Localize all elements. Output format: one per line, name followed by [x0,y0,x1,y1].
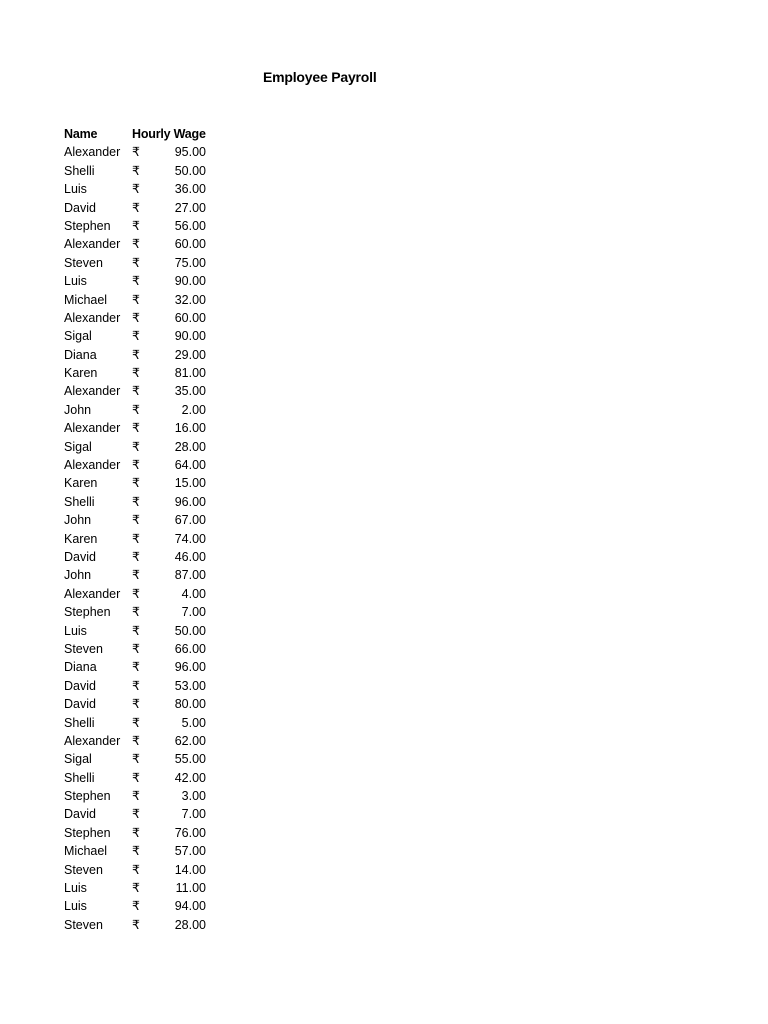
employee-name-cell: Alexander [64,421,121,436]
hourly-wage-cell: 64.00 [174,458,206,473]
table-row [64,585,224,603]
table-row [64,199,224,217]
currency-symbol: ₹ [132,347,140,362]
hourly-wage-cell: 28.00 [174,439,206,454]
hourly-wage-cell: 2.00 [181,402,206,417]
currency-symbol: ₹ [132,881,140,896]
currency-symbol: ₹ [132,200,140,215]
employee-name-cell: Steven [64,641,103,656]
currency-symbol: ₹ [132,513,140,528]
hourly-wage-cell: 55.00 [174,752,206,767]
hourly-wage-cell: 67.00 [174,513,206,528]
currency-symbol: ₹ [132,329,140,344]
currency-symbol: ₹ [132,697,140,712]
currency-symbol: ₹ [132,586,140,601]
hourly-wage-cell: 53.00 [174,678,206,693]
hourly-wage-cell: 32.00 [174,292,206,307]
employee-name-cell: Stephen [64,605,111,620]
employee-name-cell: Luis [64,182,87,197]
employee-name-cell: Steven [64,917,103,932]
table-row [64,824,224,842]
hourly-wage-cell: 87.00 [174,568,206,583]
employee-name-cell: Stephen [64,825,111,840]
currency-symbol: ₹ [132,807,140,822]
hourly-wage-cell: 27.00 [174,200,206,215]
employee-name-cell: Luis [64,274,87,289]
currency-symbol: ₹ [132,218,140,233]
employee-name-cell: David [64,697,96,712]
employee-name-cell: Michael [64,292,108,307]
hourly-wage-cell: 50.00 [174,163,206,178]
table-body [64,143,224,934]
employee-name-cell: Luis [64,899,87,914]
employee-name-cell: Sigal [64,439,92,454]
hourly-wage-cell: 57.00 [174,844,206,859]
currency-symbol: ₹ [132,825,140,840]
employee-name-cell: David [64,807,96,822]
currency-symbol: ₹ [132,421,140,436]
employee-name-cell: Alexander [64,310,121,325]
table-row [64,603,224,621]
hourly-wage-cell: 90.00 [174,274,206,289]
employee-name-cell: Alexander [64,733,121,748]
table-row [64,291,224,309]
hourly-wage-cell: 90.00 [174,329,206,344]
hourly-wage-cell: 42.00 [174,770,206,785]
currency-symbol: ₹ [132,402,140,417]
table-row [64,419,224,437]
table-row [64,364,224,382]
table-row [64,714,224,732]
table-row [64,162,224,180]
employee-name-cell: Karen [64,531,98,546]
employee-name-cell: Steven [64,255,103,270]
currency-symbol: ₹ [132,237,140,252]
currency-symbol: ₹ [132,715,140,730]
employee-name-cell: Diana [64,660,97,675]
table-row [64,511,224,529]
employee-name-cell: Karen [64,476,98,491]
employee-name-cell: Alexander [64,458,121,473]
table-row [64,180,224,198]
table-row [64,235,224,253]
employee-name-cell: Sigal [64,329,92,344]
currency-symbol: ₹ [132,844,140,859]
employee-name-cell: Stephen [64,218,111,233]
currency-symbol: ₹ [132,678,140,693]
table-row [64,695,224,713]
currency-symbol: ₹ [132,531,140,546]
table-row [64,566,224,584]
hourly-wage-cell: 56.00 [174,218,206,233]
table-row [64,272,224,290]
currency-symbol: ₹ [132,660,140,675]
employee-name-cell: Luis [64,881,87,896]
table-row [64,640,224,658]
employee-name-cell: John [64,568,92,583]
table-row [64,309,224,327]
table-row [64,143,224,161]
hourly-wage-cell: 60.00 [174,237,206,252]
hourly-wage-cell: 7.00 [181,605,206,620]
hourly-wage-cell: 16.00 [174,421,206,436]
hourly-wage-cell: 76.00 [174,825,206,840]
table-row [64,842,224,860]
hourly-wage-cell: 95.00 [174,145,206,160]
currency-symbol: ₹ [132,568,140,583]
table-row [64,493,224,511]
hourly-wage-cell: 7.00 [181,807,206,822]
employee-name-cell: Luis [64,623,87,638]
employee-name-cell: David [64,549,96,564]
employee-name-cell: Karen [64,366,98,381]
column-header-name: Name [64,127,98,141]
currency-symbol: ₹ [132,605,140,620]
currency-symbol: ₹ [132,549,140,564]
currency-symbol: ₹ [132,494,140,509]
currency-symbol: ₹ [132,292,140,307]
table-row [64,530,224,548]
hourly-wage-cell: 15.00 [174,476,206,491]
hourly-wage-cell: 28.00 [174,917,206,932]
hourly-wage-cell: 29.00 [174,347,206,362]
employee-name-cell: Michael [64,844,108,859]
table-row [64,438,224,456]
currency-symbol: ₹ [132,310,140,325]
hourly-wage-cell: 75.00 [174,255,206,270]
table-row [64,861,224,879]
hourly-wage-cell: 50.00 [174,623,206,638]
currency-symbol: ₹ [132,623,140,638]
table-row [64,805,224,823]
hourly-wage-cell: 4.00 [181,586,206,601]
currency-symbol: ₹ [132,145,140,160]
table-row [64,916,224,934]
employee-name-cell: Shelli [64,163,95,178]
employee-name-cell: Alexander [64,384,121,399]
currency-symbol: ₹ [132,182,140,197]
hourly-wage-cell: 35.00 [174,384,206,399]
currency-symbol: ₹ [132,789,140,804]
table-row [64,879,224,897]
currency-symbol: ₹ [132,899,140,914]
table-header-row [64,125,224,143]
table-row [64,382,224,400]
employee-name-cell: Stephen [64,789,111,804]
currency-symbol: ₹ [132,752,140,767]
table-row [64,548,224,566]
currency-symbol: ₹ [132,458,140,473]
hourly-wage-cell: 96.00 [174,494,206,509]
currency-symbol: ₹ [132,476,140,491]
employee-name-cell: Sigal [64,752,92,767]
table-row [64,897,224,915]
employee-name-cell: David [64,678,96,693]
currency-symbol: ₹ [132,917,140,932]
table-row [64,474,224,492]
table-row [64,658,224,676]
currency-symbol: ₹ [132,641,140,656]
employee-name-cell: John [64,513,92,528]
table-row [64,254,224,272]
employee-name-cell: Alexander [64,145,121,160]
currency-symbol: ₹ [132,255,140,270]
table-row [64,327,224,345]
table-row [64,750,224,768]
table-row [64,346,224,364]
hourly-wage-cell: 62.00 [174,733,206,748]
hourly-wage-cell: 36.00 [174,182,206,197]
hourly-wage-cell: 3.00 [181,789,206,804]
currency-symbol: ₹ [132,439,140,454]
table-row [64,456,224,474]
table-row [64,401,224,419]
payroll-table [64,125,224,934]
table-row [64,217,224,235]
hourly-wage-cell: 74.00 [174,531,206,546]
hourly-wage-cell: 66.00 [174,641,206,656]
employee-name-cell: John [64,402,92,417]
hourly-wage-cell: 94.00 [174,899,206,914]
currency-symbol: ₹ [132,274,140,289]
currency-symbol: ₹ [132,862,140,877]
employee-name-cell: Shelli [64,770,95,785]
currency-symbol: ₹ [132,733,140,748]
employee-name-cell: Alexander [64,237,121,252]
currency-symbol: ₹ [132,366,140,381]
currency-symbol: ₹ [132,384,140,399]
table-row [64,769,224,787]
employee-name-cell: Diana [64,347,97,362]
column-header-hourly-wage: Hourly Wage [132,127,206,141]
table-row [64,622,224,640]
table-row [64,787,224,805]
table-row [64,732,224,750]
employee-name-cell: David [64,200,96,215]
hourly-wage-cell: 60.00 [174,310,206,325]
table-row [64,677,224,695]
hourly-wage-cell: 81.00 [174,366,206,381]
currency-symbol: ₹ [132,770,140,785]
hourly-wage-cell: 14.00 [174,862,206,877]
currency-symbol: ₹ [132,163,140,178]
hourly-wage-cell: 5.00 [181,715,206,730]
employee-name-cell: Shelli [64,715,95,730]
hourly-wage-cell: 46.00 [174,549,206,564]
employee-name-cell: Shelli [64,494,95,509]
document-title: Employee Payroll [263,69,377,85]
hourly-wage-cell: 11.00 [175,881,206,896]
hourly-wage-cell: 80.00 [174,697,206,712]
employee-name-cell: Steven [64,862,103,877]
employee-name-cell: Alexander [64,586,121,601]
hourly-wage-cell: 96.00 [174,660,206,675]
